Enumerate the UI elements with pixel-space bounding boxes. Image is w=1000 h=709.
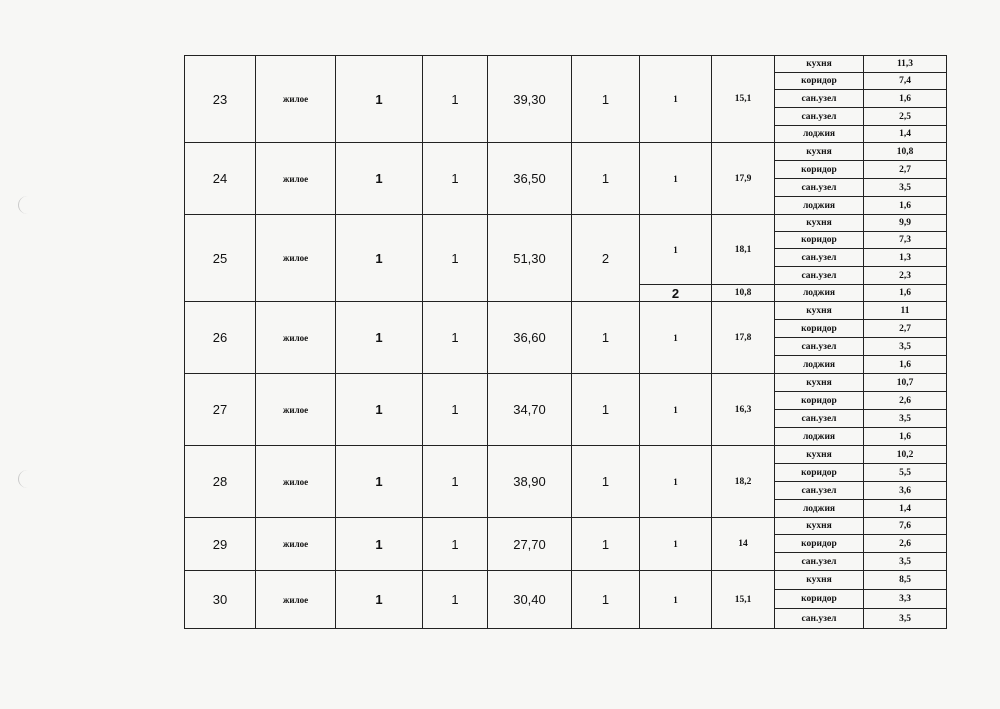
aux-room-area-cell: 3,5 — [864, 179, 947, 197]
aux-room-name-cell: кухня — [775, 56, 864, 73]
aux-room-name-cell: сан.узел — [775, 179, 864, 197]
punch-hole-mark — [18, 470, 37, 488]
aux-room-area-cell: 1,4 — [864, 500, 947, 518]
section-cell: 1 — [423, 374, 488, 446]
aux-room-name-cell: сан.узел — [775, 410, 864, 428]
room-area-cell: 15,1 — [712, 56, 775, 143]
room-number-cell: 1 — [640, 374, 712, 446]
room-number-cell: 1 — [640, 571, 712, 629]
apartment-number-cell: 30 — [185, 571, 256, 629]
apartment-row — [185, 518, 947, 535]
aux-room-area-cell: 3,3 — [864, 590, 947, 609]
aux-room-name-cell: сан.узел — [775, 553, 864, 571]
aux-room-name-cell: коридор — [775, 535, 864, 553]
aux-room-name-cell: коридор — [775, 73, 864, 90]
apartment-number-cell: 23 — [185, 56, 256, 143]
apartment-number-cell: 25 — [185, 215, 256, 302]
aux-room-name-cell: коридор — [775, 232, 864, 249]
apartment-table — [184, 55, 947, 629]
rooms-count-cell: 1 — [572, 143, 640, 215]
aux-room-name-cell: коридор — [775, 161, 864, 179]
section-cell: 1 — [423, 56, 488, 143]
rooms-count-cell: 1 — [572, 518, 640, 571]
floor-cell: 1 — [336, 446, 423, 518]
premises-type-cell: жилое — [256, 215, 336, 302]
aux-room-area-cell: 1,6 — [864, 428, 947, 446]
aux-room-name-cell: лоджия — [775, 285, 864, 302]
room-area-cell: 14 — [712, 518, 775, 571]
aux-room-area-cell: 1,6 — [864, 356, 947, 374]
aux-room-area-cell: 2,7 — [864, 161, 947, 179]
aux-room-area-cell: 8,5 — [864, 571, 947, 590]
room-area-cell: 16,3 — [712, 374, 775, 446]
room-number-cell: 1 — [640, 446, 712, 518]
section-cell: 1 — [423, 302, 488, 374]
apartment-row — [185, 215, 947, 232]
room-area-cell: 18,1 — [712, 215, 775, 285]
aux-room-area-cell: 11,3 — [864, 56, 947, 73]
apartment-row — [185, 56, 947, 73]
aux-room-area-cell: 7,6 — [864, 518, 947, 535]
aux-room-area-cell: 2,7 — [864, 320, 947, 338]
room-number-cell: 1 — [640, 302, 712, 374]
room-area-cell: 17,9 — [712, 143, 775, 215]
rooms-count-cell: 1 — [572, 302, 640, 374]
aux-room-name-cell: сан.узел — [775, 108, 864, 126]
floor-cell: 1 — [336, 302, 423, 374]
apartment-number-cell: 29 — [185, 518, 256, 571]
total-area-cell: 39,30 — [488, 56, 572, 143]
aux-room-area-cell: 2,5 — [864, 108, 947, 126]
rooms-count-cell: 1 — [572, 571, 640, 629]
premises-type-cell: жилое — [256, 571, 336, 629]
floor-cell: 1 — [336, 143, 423, 215]
aux-room-area-cell: 3,5 — [864, 553, 947, 571]
premises-type-cell: жилое — [256, 302, 336, 374]
aux-room-name-cell: коридор — [775, 392, 864, 410]
floor-cell: 1 — [336, 374, 423, 446]
floor-cell: 1 — [336, 571, 423, 629]
aux-room-name-cell: коридор — [775, 464, 864, 482]
apartment-number-cell: 27 — [185, 374, 256, 446]
rooms-count-cell: 1 — [572, 374, 640, 446]
aux-room-area-cell: 3,5 — [864, 338, 947, 356]
room-number-cell: 1 — [640, 56, 712, 143]
room-area-cell: 17,8 — [712, 302, 775, 374]
rooms-count-cell: 1 — [572, 446, 640, 518]
premises-type-cell: жилое — [256, 518, 336, 571]
aux-room-area-cell: 1,3 — [864, 249, 947, 267]
section-cell: 1 — [423, 215, 488, 302]
section-cell: 1 — [423, 446, 488, 518]
premises-type-cell: жилое — [256, 143, 336, 215]
total-area-cell: 30,40 — [488, 571, 572, 629]
aux-room-area-cell: 10,8 — [864, 143, 947, 161]
aux-room-name-cell: кухня — [775, 302, 864, 320]
room-number-cell: 1 — [640, 215, 712, 285]
aux-room-area-cell: 5,5 — [864, 464, 947, 482]
aux-room-name-cell: коридор — [775, 590, 864, 609]
room-area-cell: 15,1 — [712, 571, 775, 629]
aux-room-area-cell: 1,6 — [864, 285, 947, 302]
aux-room-area-cell: 11 — [864, 302, 947, 320]
aux-room-area-cell: 10,7 — [864, 374, 947, 392]
aux-room-name-cell: лоджия — [775, 428, 864, 446]
room-area-cell: 10,8 — [712, 285, 775, 302]
floor-cell: 1 — [336, 56, 423, 143]
section-cell: 1 — [423, 571, 488, 629]
premises-type-cell: жилое — [256, 374, 336, 446]
total-area-cell: 38,90 — [488, 446, 572, 518]
aux-room-area-cell: 2,6 — [864, 392, 947, 410]
aux-room-name-cell: кухня — [775, 374, 864, 392]
total-area-cell: 51,30 — [488, 215, 572, 302]
apartment-row — [185, 374, 947, 392]
aux-room-name-cell: лоджия — [775, 197, 864, 215]
aux-room-area-cell: 1,6 — [864, 197, 947, 215]
total-area-cell: 27,70 — [488, 518, 572, 571]
aux-room-name-cell: лоджия — [775, 500, 864, 518]
aux-room-area-cell: 7,4 — [864, 73, 947, 90]
aux-room-name-cell: кухня — [775, 143, 864, 161]
apartment-row — [185, 571, 947, 590]
floor-cell: 1 — [336, 518, 423, 571]
aux-room-name-cell: сан.узел — [775, 338, 864, 356]
room-number-cell: 1 — [640, 143, 712, 215]
aux-room-name-cell: кухня — [775, 446, 864, 464]
apartment-number-cell: 24 — [185, 143, 256, 215]
apartment-number-cell: 28 — [185, 446, 256, 518]
punch-hole-mark — [18, 196, 37, 214]
aux-room-area-cell: 9,9 — [864, 215, 947, 232]
aux-room-area-cell: 10,2 — [864, 446, 947, 464]
apartment-row — [185, 143, 947, 161]
total-area-cell: 34,70 — [488, 374, 572, 446]
room-number-cell: 1 — [640, 518, 712, 571]
floor-cell: 1 — [336, 215, 423, 302]
room-area-cell: 18,2 — [712, 446, 775, 518]
premises-type-cell: жилое — [256, 446, 336, 518]
aux-room-name-cell: кухня — [775, 518, 864, 535]
aux-room-area-cell: 3,5 — [864, 609, 947, 629]
aux-room-area-cell: 2,3 — [864, 267, 947, 285]
aux-room-name-cell: сан.узел — [775, 609, 864, 629]
aux-room-name-cell: лоджия — [775, 356, 864, 374]
aux-room-area-cell: 7,3 — [864, 232, 947, 249]
total-area-cell: 36,50 — [488, 143, 572, 215]
section-cell: 1 — [423, 518, 488, 571]
aux-room-name-cell: кухня — [775, 215, 864, 232]
aux-room-name-cell: сан.узел — [775, 90, 864, 108]
aux-room-area-cell: 2,6 — [864, 535, 947, 553]
premises-type-cell: жилое — [256, 56, 336, 143]
aux-room-name-cell: коридор — [775, 320, 864, 338]
room-number-cell: 2 — [640, 285, 712, 302]
aux-room-area-cell: 1,4 — [864, 126, 947, 143]
rooms-count-cell: 2 — [572, 215, 640, 302]
aux-room-area-cell: 1,6 — [864, 90, 947, 108]
rooms-count-cell: 1 — [572, 56, 640, 143]
aux-room-name-cell: сан.узел — [775, 249, 864, 267]
aux-room-area-cell: 3,6 — [864, 482, 947, 500]
total-area-cell: 36,60 — [488, 302, 572, 374]
aux-room-name-cell: кухня — [775, 571, 864, 590]
apartment-number-cell: 26 — [185, 302, 256, 374]
section-cell: 1 — [423, 143, 488, 215]
aux-room-name-cell: лоджия — [775, 126, 864, 143]
aux-room-name-cell: сан.узел — [775, 267, 864, 285]
aux-room-area-cell: 3,5 — [864, 410, 947, 428]
apartment-row — [185, 302, 947, 320]
apartment-row — [185, 446, 947, 464]
aux-room-name-cell: сан.узел — [775, 482, 864, 500]
